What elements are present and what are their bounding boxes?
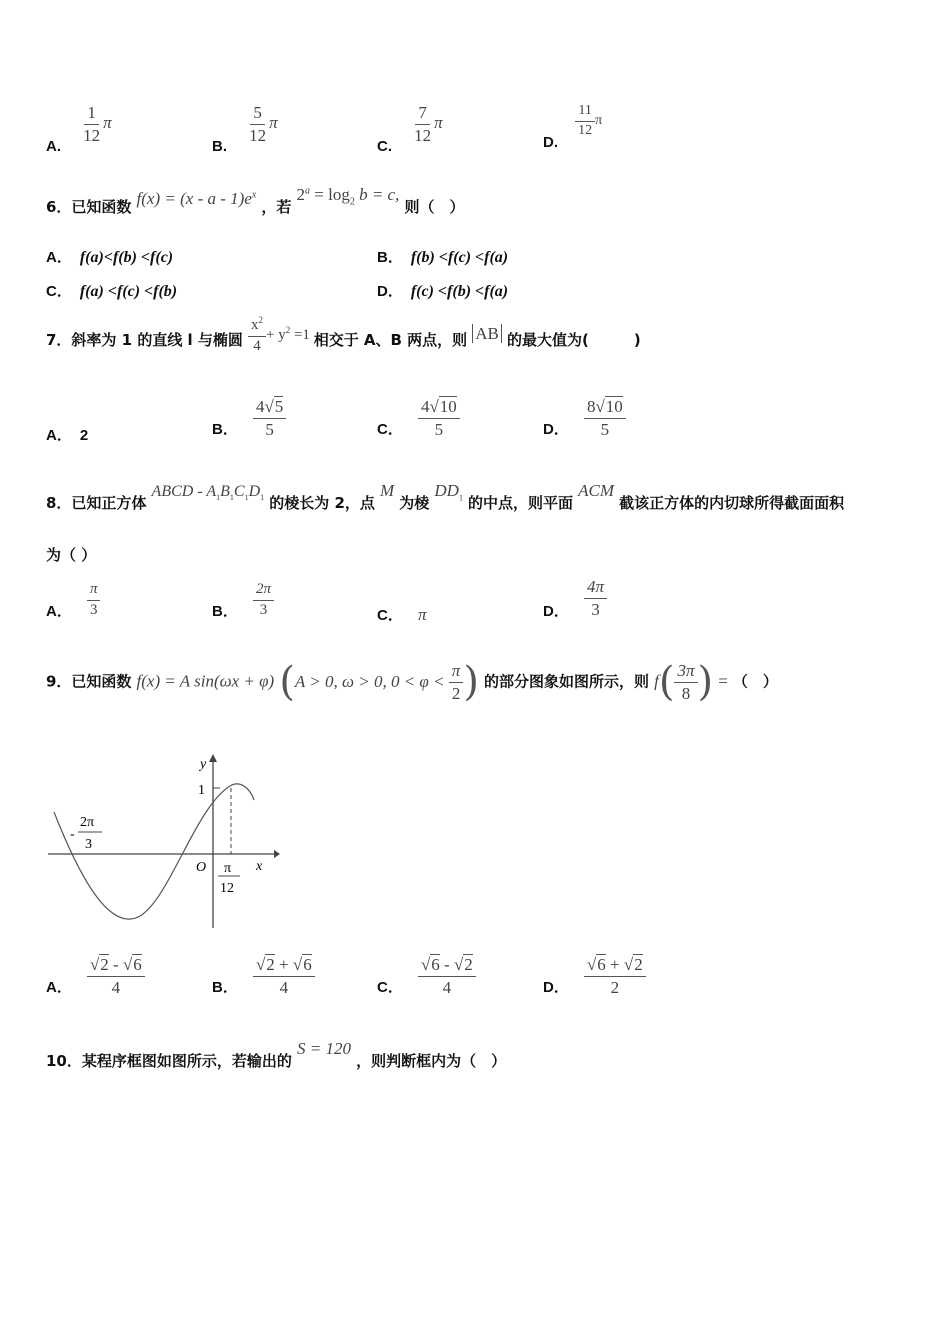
- option-label: A.: [46, 138, 61, 156]
- q6-option-a: A． f(a)<f(b) <f(c): [46, 249, 174, 266]
- right-den: 12: [220, 881, 234, 896]
- one-label: 1: [198, 783, 205, 798]
- q6-option-c: C． f(a) <f(c) <f(b): [46, 283, 178, 300]
- q9-prefix: 9．已知函数: [46, 672, 132, 691]
- q9-option-c: C． $\frac{√6 - √2}{4}$: [377, 956, 476, 997]
- y-label: y: [200, 757, 207, 772]
- x-label: x: [256, 859, 263, 874]
- q7-option-c: C． $\frac{4√10}{5}$: [377, 398, 460, 439]
- q7-option-a: A． 2: [46, 427, 89, 444]
- q5-option-c: C. $\frac{7}{12}$ π: [377, 103, 443, 156]
- q6-condition: $2^a = \log_2 b = c$,: [296, 185, 400, 208]
- q8-line2: 为（ ）: [46, 546, 97, 564]
- q8-prefix: 8．已知正方体: [46, 494, 147, 512]
- fraction: $\frac{1}{12}$: [83, 103, 101, 145]
- fraction: $\frac{7}{12}$: [414, 103, 432, 145]
- q9-condition: A > 0, ω > 0, 0 < φ < $\frac{\pi}{2}$: [295, 672, 463, 691]
- q9-option-b: B． $\frac{√2 + √6}{4}$: [212, 956, 315, 997]
- question-6: 6．已知函数 $f(x) = (x - a - 1)e^x$ ，若 $2^a = \log_2 b = c$, 则（ ）: [46, 185, 465, 216]
- q7-option-b: B． $\frac{4√5}{5}$: [212, 398, 286, 439]
- q6-prefix: 6．已知函数: [46, 198, 132, 216]
- right-num: π: [224, 861, 232, 876]
- fraction: $\frac{11}{12}$: [575, 104, 595, 138]
- sine-curve: [54, 784, 254, 919]
- q9-option-a: A． $\frac{√2 - √6}{4}$: [46, 956, 145, 997]
- q8-option-d: D． $\frac{4\pi}{3}$: [543, 578, 607, 619]
- option-label: D.: [543, 134, 558, 152]
- q8-cube: ABCD - $A_1B_1C_1D_1$: [151, 483, 265, 503]
- q7-option-d: D． $\frac{8√10}{5}$: [543, 398, 626, 439]
- question-9: 9．已知函数 f(x) = A sin(ωx + φ) (A > 0, ω > 0, 0 < φ < $\frac{\pi}{2}$ ) 的部分图象如图所示，则 f( $\frac{3\pi}{8}$ ) = （ ）: [46, 659, 778, 705]
- option-label: C.: [377, 138, 392, 156]
- question-7: 7．斜率为 1 的直线 l 与椭圆 $\frac{x^2}{4}$ + $y^2 =1$ 相交于 A、B 两点，则 AB 的最大值为( ): [46, 315, 641, 354]
- q7-ab-length: AB: [472, 324, 502, 343]
- q8-option-c: C． π: [377, 605, 427, 624]
- q7-prefix: 7．斜率为 1 的直线 l 与椭圆: [46, 330, 243, 349]
- q6-function: $f(x) = (x - a - 1)e^x$: [136, 189, 257, 208]
- question-8: 8．已知正方体 ABCD - $A_1B_1C_1D_1$ 的棱长为 2，点 M 为棱 $DD_1$ 的中点，则平面 ACM 截该正方体的内切球所得截面面积: [46, 481, 845, 512]
- option-label: B.: [212, 138, 227, 156]
- question-10: 10．某程序框图如图所示，若输出的 S = 120 ，则判断框内为（ ）: [46, 1039, 507, 1070]
- q5-option-a: A. $\frac{1}{12}$ π: [46, 103, 112, 156]
- q9-function: f(x) = A sin(ωx + φ): [136, 671, 275, 691]
- q7-ellipse: $\frac{x^2}{4}$ + $y^2 =1$: [248, 327, 314, 343]
- q5-option-b: B. $\frac{5}{12}$ π: [212, 103, 278, 156]
- q8-option-a: A． $\frac{\pi}{3}$: [46, 582, 100, 619]
- origin-label: O: [196, 860, 207, 875]
- q6-option-d: D． f(c) <f(b) <f(a): [377, 283, 509, 300]
- x-axis-arrow: [274, 850, 280, 858]
- q6-option-b: B． f(b) <f(c) <f(a): [377, 249, 509, 266]
- fraction: $\frac{5}{12}$: [249, 103, 267, 145]
- q9-sine-graph: [40, 748, 280, 934]
- left-num: 2π: [80, 815, 95, 830]
- q10-prefix: 10．某程序框图如图所示，若输出的: [46, 1052, 292, 1070]
- left-den: 3: [85, 837, 92, 852]
- q9-option-d: D． $\frac{√6 + √2}{2}$: [543, 956, 646, 997]
- y-axis-arrow: [209, 754, 217, 762]
- q8-option-b: B． $\frac{2\pi}{3}$: [212, 582, 274, 619]
- neg-sign: -: [70, 827, 75, 842]
- q5-option-d: D. $\frac{11}{12}$ π: [543, 103, 603, 152]
- q10-equation: S = 120: [296, 1039, 351, 1058]
